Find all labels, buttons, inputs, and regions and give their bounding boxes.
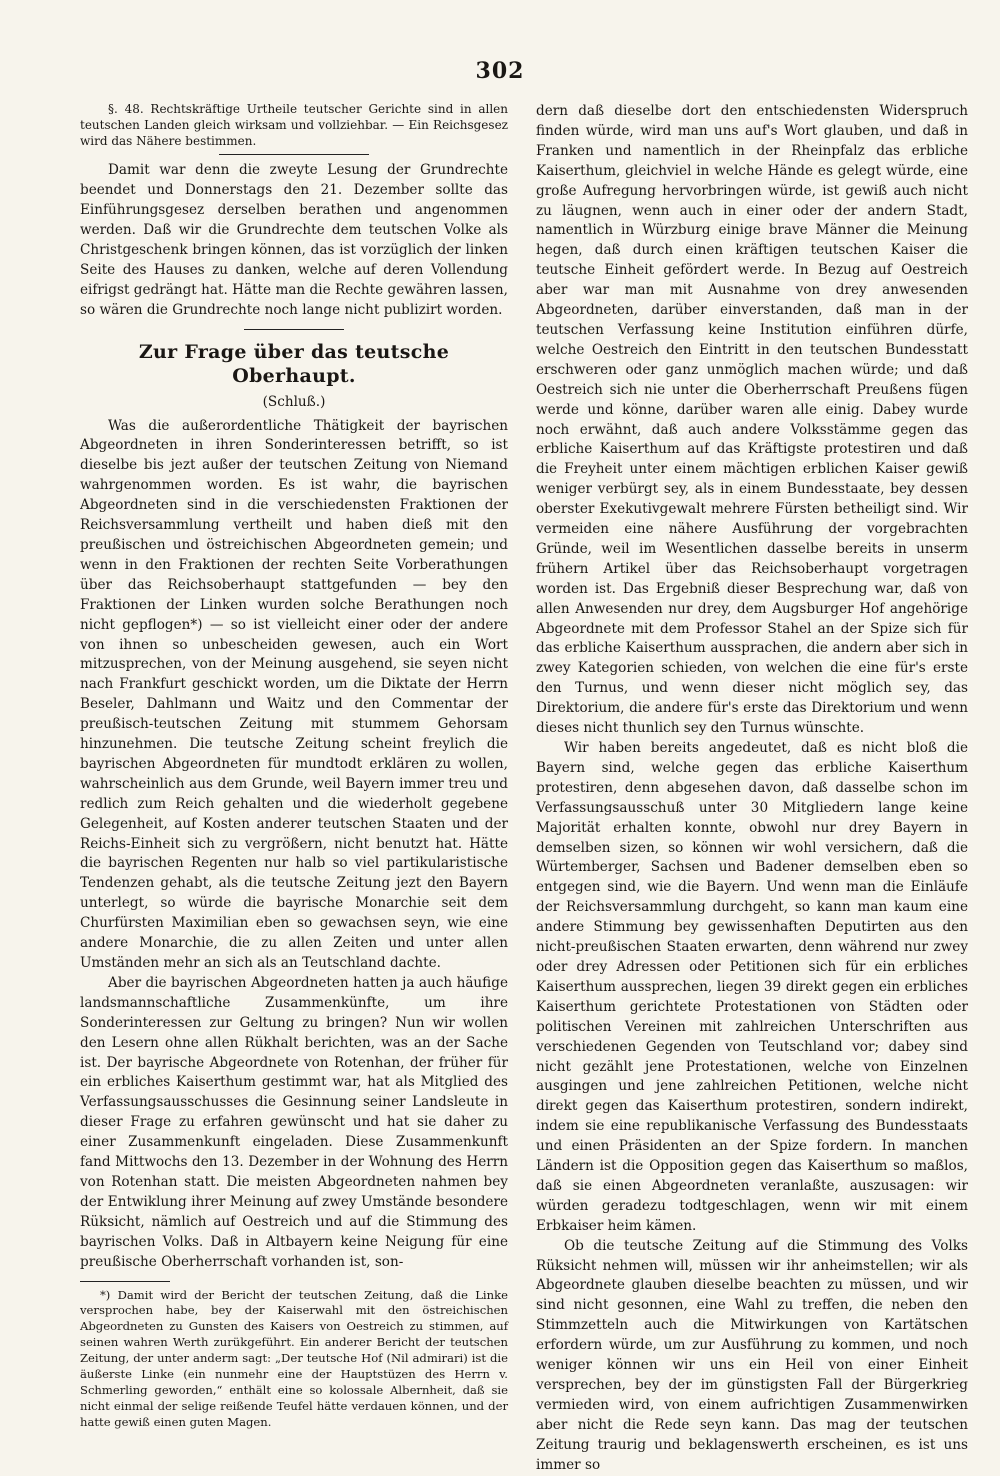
footnote xyxy=(80,1281,508,1431)
page-number: 302 xyxy=(475,58,525,84)
right-paragraph-2: Wir haben bereits angedeutet, daß es nicht bloß die Bayern sind, welche gegen das erbliche Kaiserthum protestiren, denn abgesehen davon, daß dasselbe schon im Verfassungsausschuß unter 30 Mitgliedern lange keine Majorität erhalten konnte, obwohl nur drey Bayern in demselben sizen, so können wir wohl versichern, daß die Würtemberger, Sachsen und Badener demselben eben so entgegen sind, wie die Bayern. Und wenn man die Einläufe der Reichsversammlung durchgeht, so kann man kaum eine andere Stimmung bey gewissenhaften Deputirten aus den nicht-preußischen Staaten erwarten, denn während nur zwey oder drey Adressen oder Petitionen sich für ein erbliches Kaiserthum aussprechen, liegen 39 direkt gegen ein erbliches Kaiserthum gerichtete Protestationen von Städten oder politischen Vereinen mit zahlreichen Unterschriften aus verschiedenen Gegenden von Teutschland vor; dabey sind nicht gezählt jene Protestationen, welche von Einzelnen ausgingen und jene zahlreichen Petitionen, welche nicht direkt gegen das Kaiserthum protestiren, sondern indirekt, indem sie eine republikanische Verfassung des Bundesstaats und einen Präsidenten an der Spize fordern. In manchen Ländern ist die Opposition gegen das Kaiserthum so maßlos, daß sie einen Abgeordneten veranlaßte, auszusagen: wir würden geradezu todtgeschlagen, wenn wir mit einem Erbkaiser heim kämen. xyxy=(536,740,968,1234)
left-paragraph-3: Aber die bayrischen Abgeordneten hatten ja auch häufige landsmannschaftliche Zusammenkünfte, um ihre Sonderinteressen zur Geltung zu bringen? Nun wir wollen den Lesern ohne allen Rükhalt berichten, was an der Sache ist. Der bayrische Abgeordnete von Rotenhan, der früher für ein erbliches Kaiserthum gestimmt war, hat als Mitglied des Verfassungsausschusses die Gesinnung seiner Landsleute in dieser Frage zu erfahren gewünscht und hat sie daher zu einer Zusammenkunft eingeladen. Diese Zusammenkunft fand Mittwochs den 13. Dezember in der Wohnung des Herrn von Rotenhan statt. Die meisten Abgeordneten nahmen bey der Entwiklung ihrer Meinung auf zwey Umstände besondere Rüksicht, nämlich auf Oestreich und auf die Stimmung des bayrischen Volks. Daß in Altbayern keine Neigung für eine preußische Oberherrschaft vorhanden ist, son- xyxy=(80,974,508,1270)
left-paragraph-1: Damit war denn die zweyte Lesung der Grundrechte beendet und Donnerstags den 21. Dezember sollte das Einführungsgesez derselben berathen und angenommen werden. Daß wir die Grundrechte dem teutschen Volke als Christgeschenk bringen können, das ist vorzüglich der linken Seite des Hauses zu danken, welche auf deren Vollendung eifrigst gedrängt hat. Hätte man die Rechte gewähren lassen, so wären die Grundrechte noch lange nicht publizirt worden. xyxy=(80,162,508,318)
left-column xyxy=(80,102,508,1431)
divider xyxy=(219,154,369,155)
right-column xyxy=(536,102,968,1476)
section-heading: Zur Frage über das teutsche Oberhaupt. xyxy=(138,340,450,387)
left-paragraph-2: Was die außerordentliche Thätigkeit der bayrischen Abgeordneten in ihren Sonderinteressen betrifft, so ist dieselbe bis jezt außer der teutschen Zeitung von Niemand wahrgenommen worden. Es ist wahr, die bayrischen Abgeordneten sind in die verschiedensten Fraktionen der Reichsversammlung vertheilt und haben dieß mit den preußischen und östreichischen Abgeordneten gemein; und wenn in den Fraktionen der rechten Seite Vorberathungen über das Reichsoberhaupt stattgefunden — bey den Fraktionen der Linken wurden solche Berathungen noch nicht gepflogen*) — so ist vielleicht einer oder der andere von ihnen so unbescheiden gewesen, auch ein Wort mitzusprechen, von der Meinung ausgehend, sie seyen nicht nach Frankfurt geschickt worden, um die Diktate der Herrn Beseler, Dahlmann und Waitz und den Commentar der preußisch-teutschen Zeitung mit stummem Gehorsam hinzunehmen. Die teutsche Zeitung scheint freylich die bayrischen Abgeordneten für mundtodt erklären zu wollen, wahrscheinlich aus dem Grunde, weil Bayern immer treu und redlich zum Reich gehalten und die wiederholt gegebene Gelegenheit, auf Kosten anderer teutschen Staaten und der Reichs-Einheit sich zu vergrößern, nicht benutzt hat. Hätte die bayrischen Regenten nur halb so viel partikularistische Tendenzen gehabt, als die teutsche Zeitung jezt den Bayern unterlegt, so würde die bayrische Monarchie seit dem Churfürsten Maximilian eben so gewachsen seyn, wie eine andere Monarchie, die zu allen Zeiten und unter allen Umständen mehr an sich als an Teutschland dachte. xyxy=(80,417,508,972)
right-paragraph-1: dern daß dieselbe dort den entschiedensten Widerspruch finden würde, wird man uns auf's Wort glauben, und daß in Franken und namentlich in der Rheinpfalz das erbliche Kaiserthum, gleichviel in welche Hände es gelegt würde, eine große Aufregung hervorbringen würde, ist gewiß auch nicht zu läugnen, wenn auch in einer oder der andern Stadt, namentlich in Würzburg einige brave Männer die Meinung hegen, daß durch einen kräftigen teutschen Kaiser die teutsche Einheit gefördert werde. In Bezug auf Oestreich aber war man mit Ausnahme von drey anwesenden Abgeordneten, darüber einverstanden, daß man in der teutschen Verfassung keine Institution einführen dürfe, welche Oestreich den Eintritt in den teutschen Bundesstatt erschweren oder ganz unmöglich machen würde; und daß Oestreich sich nie unter die Oberherrschaft Preußens fügen werde und könne, darüber waren alle einig. Dabey wurde noch erwähnt, daß auch andere Volksstämme gegen das erbliche Kaiserthum auf das Kräftigste protestiren und daß die Freyheit unter einem mächtigen erblichen Kaiser gewiß weniger verbürgt sey, als in einem Bundesstaate, bey dessen oberster Exekutivgewalt mehrere Fürsten betheiligt sind. Wir vermeiden eine nähere Ausführung der vorgebrachten Gründe, weil im Wesentlichen dasselbe bereits in unserm frühern Artikel über das Reichsoberhaupt vorgetragen worden ist. Das Ergebniß dieser Besprechung war, daß von allen Anwesenden nur drey, dem Augsburger Hof angehörige Abgeordnete mit dem Professor Stahel an der Spize sich für das erbliche Kaiserthum aussprachen, die andern aber sich in zwey Kategorien schieden, von welchen die eine für's erste den Turnus, und wenn dieser nicht möglich sey, das Direktorium, die andere für's erste das Direktorium und wenn dieses nicht thunlich sey den Turnus wünschte. xyxy=(536,103,968,737)
right-paragraph-3: Ob die teutsche Zeitung auf die Stimmung des Volks Rüksicht nehmen will, müssen wir ihr anheimstellen; wir als Abgeordnete glauben dieselbe beachten zu müssen, und wir sind nicht gesonnen, eine Wahl zu treffen, die neben den Stimmzetteln auch die Mitwirkungen von Kartätschen erfordern würde, um zur Ausführung zu kommen, und noch weniger können wir uns ein Heil von einer Einheit versprechen, bey der im günstigsten Fall der Bürgerkrieg vermieden wird, von einem aufrichtigen Zusammenwirken aber nicht die Rede seyn kann. Das mag der teutschen Zeitung traurig und beklagenswerth erscheinen, es ist uns immer so xyxy=(536,1237,968,1473)
footnote-text: *) Damit wird der Bericht der teutschen Zeitung, daß die Linke versprochen habe, bey der Kaiserwahl mit den östreichischen Abgeordneten zu Gunsten des Kaisers von Oestreich zu stimmen, auf seinen wahren Werth zurükgeführt. Ein anderer Bericht der teutschen Zeitung, der unter anderm sagt: „Der teutsche Hof (Nil admirari) ist die äußerste Linke (ein nunmehr eine der Hauptstüzen des Herrn v. Schmerling geworden,“ enthält eine so kolossale Albernheit, daß sie nicht einmal der selige reißende Teufel hätte verdauen können, und der hatte gewiß einen guten Magen. xyxy=(80,1287,508,1429)
paragraph-48: §. 48. Rechtskräftige Urtheile teutscher Gerichte sind in allen teutschen Landen gleich wirksam und vollziehbar. — Ein Reichsgesez wird das Nähere bestimmen. xyxy=(80,102,508,148)
section-subheading: (Schluß.) xyxy=(262,393,326,410)
divider xyxy=(244,329,344,330)
footnote-divider xyxy=(80,1281,170,1282)
